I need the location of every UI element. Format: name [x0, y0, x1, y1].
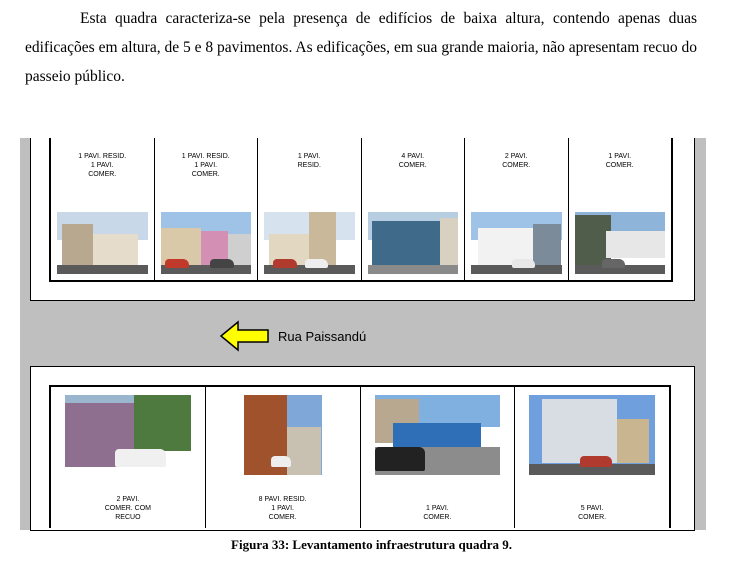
building-photo — [65, 395, 191, 475]
building-label: 1 PAVI. RESID. — [297, 153, 321, 169]
building-cell — [361, 387, 516, 528]
body-paragraph: Esta quadra caracteriza-se pela presença de edifícios de baixa altura, contendo apenas duas edificações em altura, de 5 e 8 pavimentos. As edificações, em sua grande maioria, não apresentam recuo do passeio público. — [25, 10, 697, 85]
building-photo — [471, 212, 562, 274]
building-cell — [155, 138, 259, 280]
building-label: 1 PAVI. COMER. — [423, 505, 452, 521]
bottom-buildings-row — [49, 385, 671, 528]
building-photo — [575, 212, 666, 274]
building-cell — [569, 138, 672, 280]
figure-33 — [20, 138, 706, 530]
building-cell — [362, 138, 466, 280]
street-name: Rua Paissandú — [278, 328, 367, 344]
figure-caption: Figura 33: Levantamento infraestrutura quadra 9. — [231, 537, 512, 552]
building-photo — [161, 212, 252, 274]
top-panel — [30, 138, 695, 301]
building-photo — [375, 395, 501, 475]
arrow-left-icon — [220, 320, 270, 352]
top-buildings-row — [49, 138, 673, 282]
building-label: 1 PAVI. RESID. 1 PAVI. COMER. — [181, 153, 230, 178]
building-cell — [51, 138, 155, 280]
building-label: 5 PAVI. COMER. — [578, 505, 607, 521]
building-label: 8 PAVI. RESID. 1 PAVI. COMER. — [258, 496, 307, 521]
bottom-panel — [30, 366, 695, 531]
building-label: 1 PAVI. RESID. 1 PAVI. COMER. — [78, 153, 127, 178]
building-photo — [529, 395, 655, 475]
building-label: 4 PAVI. COMER. — [398, 153, 427, 169]
building-cell — [258, 138, 362, 280]
building-label: 2 PAVI. COMER. — [502, 153, 531, 169]
building-photo — [57, 212, 148, 274]
street-indicator — [220, 320, 366, 352]
building-cell — [465, 138, 569, 280]
building-label: 2 PAVI. COMER. COM RECUO — [104, 496, 152, 521]
building-photo — [264, 212, 355, 274]
building-label: 1 PAVI. COMER. — [605, 153, 634, 169]
building-photo — [368, 212, 459, 274]
building-cell — [515, 387, 669, 528]
building-cell — [51, 387, 206, 528]
building-cell — [206, 387, 361, 528]
building-photo — [244, 395, 322, 475]
